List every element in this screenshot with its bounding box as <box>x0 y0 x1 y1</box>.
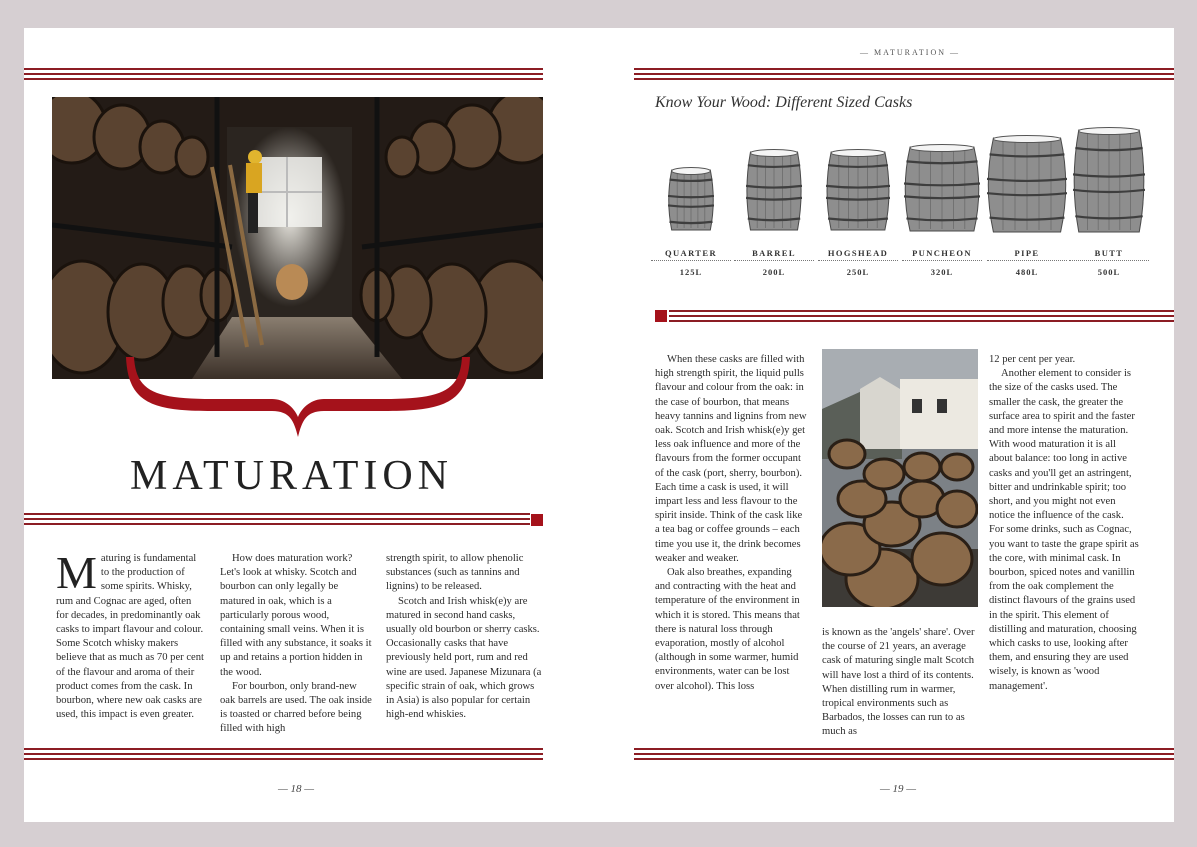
cask-barrel-icon <box>746 148 802 234</box>
cask-puncheon-icon <box>904 143 980 235</box>
paragraph: aturing is fundamental to the production of some spirits. Whisky, rum and Cognac are aged, often for decades, in predominantly oak casks to impart flavour and colour. Some Scotch whisky makers believe that as much as 70 per cent of the flavour and aroma of their product comes from the cask. In bourbon, where new oak casks are used, this impact is even greater. <box>56 553 204 721</box>
cask-pipe-icon <box>987 134 1067 236</box>
cask-volume-label: 480L <box>1015 267 1039 277</box>
cask-name-label: PIPE <box>987 248 1067 261</box>
right-column-1 <box>655 353 807 694</box>
paragraph: When these casks are filled with high strength spirit, the liquid pulls flavour and colour from the oak: in the case of bourbon, that means heavy tannins and lignins from new oak. Scotch and Irish whisk(e)y get less oak influence and more of the flavours from the former occupant of the cask (port, sherry, bourbon). Each time a cask is used, it will impart less and less flavour to the spirit inside. Think of the cask like a tea bag or coffee grounds – each time you use it, the drink becomes weaker and weaker. <box>655 354 807 564</box>
cask-heading: Know Your Wood: Different Sized Casks <box>655 94 913 111</box>
distillery-photo <box>822 349 978 607</box>
bottom-rule-right <box>634 748 1174 761</box>
title-rule-square <box>531 514 543 526</box>
page-title: MATURATION <box>130 453 453 499</box>
cask-volume-label: 500L <box>1097 267 1121 277</box>
cask-volume-label: 125L <box>679 267 703 277</box>
cask-stack-image <box>822 349 978 607</box>
page-number-right: — 19 — <box>880 783 917 795</box>
left-column-3 <box>386 552 542 722</box>
cask-hogshead-icon <box>826 148 890 234</box>
cask-name-label: BARREL <box>734 248 814 261</box>
section-rule-square <box>655 310 667 322</box>
cask-name-label: PUNCHEON <box>902 248 982 261</box>
warehouse-photo <box>52 97 543 379</box>
drop-cap: M <box>56 547 97 598</box>
running-head: — MATURATION — <box>860 48 960 57</box>
curly-brace-ornament <box>122 353 474 443</box>
paragraph: 12 per cent per year. <box>989 354 1076 365</box>
paragraph: Scotch and Irish whisk(e)y are matured in second hand casks, usually old bourbon or sherry casks. Occasionally casks that have previously held port, rum and red wine are used. Japanese Mizunara (a specific strain of oak, which grows in Asia) is also popular for certain high-end whiskies. <box>386 595 542 721</box>
section-rule <box>669 310 1174 323</box>
cask-name-label: QUARTER <box>651 248 731 261</box>
paragraph: strength spirit, to allow phenolic substances (such as tannins and lignins) to be released. <box>386 553 524 593</box>
paragraph: is known as the 'angels' share'. Over the course of 21 years, an average cask of maturing single malt Scotch will have lost a third of its contents. When distilling rum in warmer, tropical environments such as Barbados, the losses can run to as much as <box>822 627 975 738</box>
cask-butt-icon <box>1073 126 1145 236</box>
paragraph: For bourbon, only brand-new oak barrels are used. The oak inside is toasted or charred before being filled with high <box>220 680 372 735</box>
right-column-3 <box>989 353 1141 694</box>
paragraph: Oak also breathes, expanding and contracting with the heat and temperature of the environment in which it is stored. This means that there is natural loss through evaporation, mostly of alcohol (although in some warmer, humid environments, water can be lost over alcohol). This loss <box>655 567 800 692</box>
warehouse-image <box>52 97 543 379</box>
top-rule-right <box>634 68 1174 81</box>
left-column-1 <box>56 547 206 722</box>
right-column-2 <box>822 626 978 740</box>
cask-name-label: BUTT <box>1069 248 1149 261</box>
paragraph: Another element to consider is the size of the casks used. The smaller the cask, the greater the surface area to spirit and the faster and more intense the maturation. With wood maturation it is all about balance: too long in active casks and you'll get an astringent, bitter and undrinkable spirit; too short, and you might not even notice the influence of the cask. For some drinks, such as Cognac, you want to taste the grape spirit as the core, with minimal cask. In bourbon, spiced notes and vanillin from the oak complement the distinct flavours of the grains used in the spirit. This element of distilling and maturation, choosing which casks to use, looking after them, and ensuring they are used wisely, is known as 'wood management'. <box>989 368 1139 692</box>
cask-volume-label: 320L <box>930 267 954 277</box>
cask-quarter-icon <box>668 166 714 234</box>
page-number-left: — 18 — <box>278 783 315 795</box>
cask-volume-label: 250L <box>846 267 870 277</box>
book-spread <box>24 28 1174 822</box>
title-rule <box>24 513 530 526</box>
left-column-2 <box>220 552 372 737</box>
top-rule-left <box>24 68 543 81</box>
cask-volume-label: 200L <box>762 267 786 277</box>
bottom-rule-left <box>24 748 543 761</box>
paragraph: How does maturation work? Let's look at whisky. Scotch and bourbon can only legally be matured in oak, which is a particularly porous wood, containing small veins. When it is filled with any substance, it soaks it up and retains a portion hidden in the wood. <box>220 553 372 678</box>
cask-name-label: HOGSHEAD <box>818 248 898 261</box>
